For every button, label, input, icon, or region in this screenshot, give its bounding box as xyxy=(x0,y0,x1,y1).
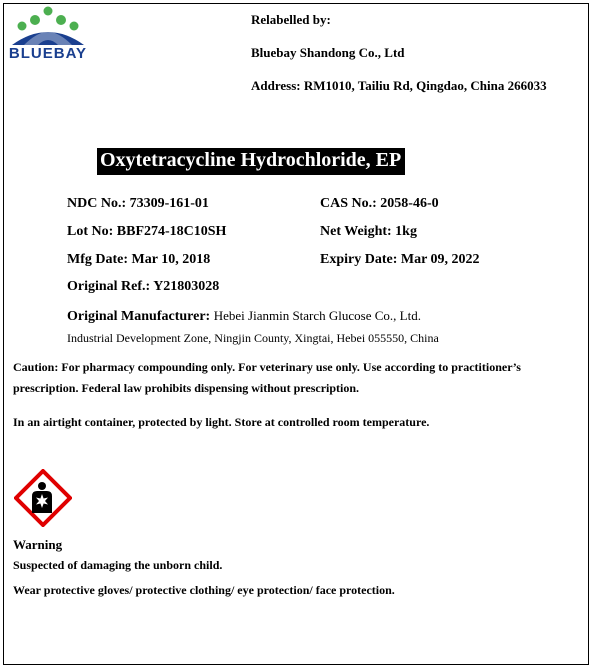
cas-number: CAS No.: 2058-46-0 xyxy=(320,196,439,211)
signal-word: Warning xyxy=(13,537,63,552)
product-title: Oxytetracycline Hydrochloride, EP xyxy=(97,148,405,175)
original-ref: Original Ref.: Y21803028 xyxy=(67,279,220,294)
manufacturer-name: Hebei Jianmin Starch Glucose Co., Ltd. xyxy=(213,308,421,323)
manufacturer-label: Original Manufacturer: xyxy=(67,309,211,324)
company-name: Bluebay Shandong Co., Ltd xyxy=(251,45,405,60)
caution-line-2: prescription. Federal law prohibits dispensing without prescription. xyxy=(13,381,360,395)
storage-instructions: In an airtight container, protected by light. Store at controlled room temperature. xyxy=(13,415,430,429)
net-weight: Net Weight: 1kg xyxy=(320,224,417,239)
ndc-number: NDC No.: 73309-161-01 xyxy=(67,196,209,211)
bluebay-logo-icon xyxy=(8,5,88,47)
logo-text: BLUEBAY xyxy=(8,45,88,62)
caution-line-1: Caution: For pharmacy compounding only. For veterinary use only. Use according to practitioner’s xyxy=(13,360,521,374)
relabelled-label: Relabelled by: xyxy=(251,12,331,27)
company-address: Address: RM1010, Tailiu Rd, Qingdao, China 266033 xyxy=(251,78,547,93)
manufacturer-address: Industrial Development Zone, Ningjin County, Xingtai, Hebei 055550, China xyxy=(67,331,439,345)
health-hazard-icon xyxy=(14,469,72,527)
hazard-statement: Suspected of damaging the unborn child. xyxy=(13,558,223,572)
bluebay-logo xyxy=(8,5,88,65)
precautionary-statement: Wear protective gloves/ protective clothing/ eye protection/ face protection. xyxy=(13,583,395,597)
health-hazard-pictogram xyxy=(14,469,72,527)
original-manufacturer xyxy=(67,308,421,325)
mfg-date: Mfg Date: Mar 10, 2018 xyxy=(67,252,211,267)
lot-number: Lot No: BBF274-18C10SH xyxy=(67,224,227,239)
expiry-date: Expiry Date: Mar 09, 2022 xyxy=(320,252,480,267)
